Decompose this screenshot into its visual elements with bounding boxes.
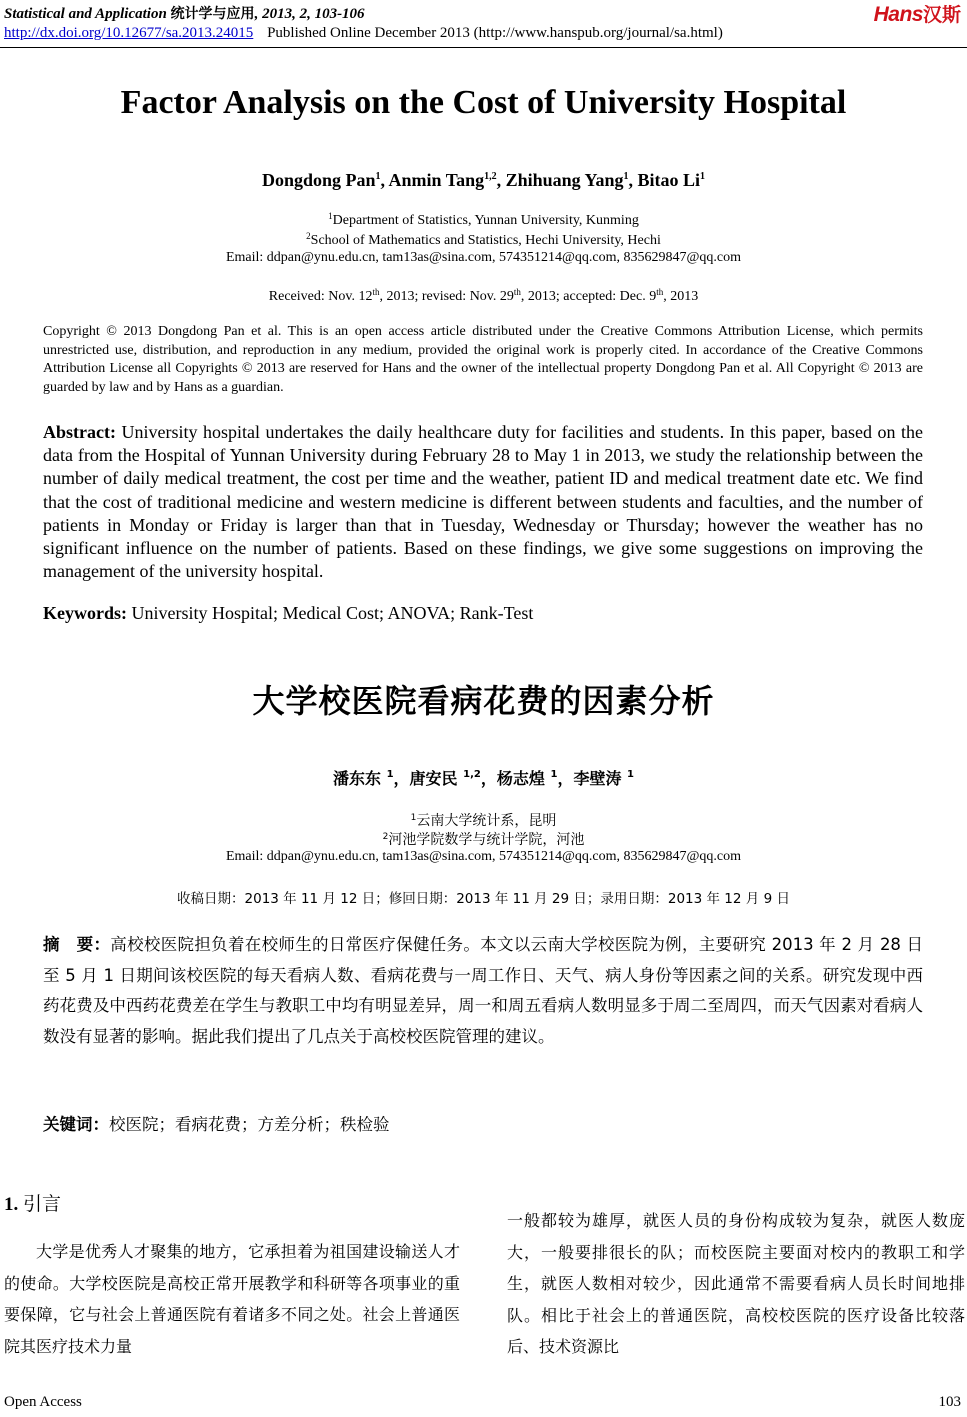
section-number: 1.: [4, 1194, 19, 1215]
published-info: Published Online December 2013 (http://www.hanspub.org/journal/sa.html): [267, 25, 723, 41]
paper-title-cn: 大学校医院看病花费的因素分析: [252, 682, 715, 720]
author-name-cn: 唐安民: [409, 769, 458, 788]
author-name-cn: 杨志煌: [496, 769, 545, 788]
page-number: 103: [938, 1394, 961, 1410]
author-sep: ,: [380, 170, 389, 190]
author-aff: 1: [623, 171, 629, 182]
author-name: Zhihuang Yang: [505, 170, 624, 190]
date-year: , 2013: [663, 289, 699, 304]
keywords-cn: [43, 1111, 923, 1135]
revised-date: , 2013; revised: Nov. 29: [379, 289, 514, 304]
hans-logo: [874, 0, 961, 27]
doi-line: [4, 25, 723, 42]
dates-cn: 收稿日期：2013 年 11 月 12 日；修回日期：2013 年 11 月 29 日；录用日期：2013 年 12 月 9 日: [177, 891, 790, 907]
author-sep: ，: [480, 769, 497, 788]
affiliation-1: [0, 211, 967, 229]
affiliation-num: 2: [382, 832, 389, 842]
section-heading: [4, 1189, 61, 1216]
author-name: Dongdong Pan: [261, 170, 376, 190]
author-aff: 1,2: [484, 171, 497, 182]
body-column-right: 一般都较为雄厚，就医人员的身份构成较为复杂，就医人数庞大，一般要排很长的队；而校医院主要面对校内的教职工和学生，就医人数相对较少，因此通常不需要看病人员长时间地排队。相比于社会上的普通医院，高校校医院的医疗设备比较落后、技术资源比: [507, 1211, 965, 1356]
keywords-cn-label: 关键词：: [43, 1115, 109, 1134]
header-rule: [0, 47, 967, 48]
affiliation-cn-2: [0, 829, 967, 849]
email-en: Email: ddpan@ynu.edu.cn, tam13as@sina.com, 574351214@qq.com, 835629847@qq.com: [225, 250, 742, 265]
author-sep: ，: [557, 769, 574, 788]
author-sep: ，: [393, 769, 410, 788]
author-aff: 1: [550, 769, 558, 780]
journal-name: Statistical and Application: [4, 6, 167, 22]
author-name-cn: 潘东东: [332, 769, 381, 788]
logo-cn: 汉斯: [922, 4, 961, 26]
email-cn: Email: ddpan@ynu.edu.cn, tam13as@sina.com, 574351214@qq.com, 835629847@qq.com: [225, 849, 742, 864]
dates-en: [0, 287, 967, 305]
abstract-cn-label: 摘 要：: [43, 935, 111, 954]
body-column-left: 大学是优秀人才聚集的地方，它承担着为祖国建设输送人才的使命。大学校医院是高校正常开展教学和科研等各项事业的重要保障，它与社会上普通医院有着诸多不同之处。社会上普通医院其医疗技术力量: [4, 1242, 460, 1356]
author-name: Anmin Tang: [388, 170, 485, 190]
author-aff: 1: [627, 769, 635, 780]
author-name: Bitao Li: [637, 170, 701, 190]
date-sup: th: [372, 287, 380, 297]
abstract-cn: [43, 930, 923, 1052]
author-aff: 1: [386, 769, 394, 780]
keywords-cn-text: 校医院；看病花费；方差分析；秩检验: [109, 1115, 390, 1134]
authors-cn: [0, 766, 967, 789]
journal-name-cn: 统计学与应用: [170, 6, 255, 22]
received-date: Received: Nov. 12: [268, 289, 373, 304]
doi-link[interactable]: http://dx.doi.org/10.12677/sa.2013.24015: [4, 25, 254, 41]
affiliation-text: Department of Statistics, Yunnan University, Kunming: [332, 213, 639, 228]
keywords-en: [43, 603, 923, 624]
author-aff: 1: [375, 171, 381, 182]
affiliation-num: 1: [410, 813, 417, 823]
affiliation-num: 1: [328, 211, 333, 221]
date-sup: th: [513, 287, 521, 297]
journal-header: [4, 3, 365, 23]
abstract-en: [43, 421, 923, 583]
author-sep: ,: [496, 170, 506, 190]
date-sup: th: [656, 287, 664, 297]
footer-open-access: Open Access: [4, 1394, 82, 1410]
affiliation-num: 2: [306, 231, 311, 241]
keywords-label: Keywords:: [43, 603, 127, 623]
affiliation-text-cn: 河池学院数学与统计学院，河池: [388, 832, 585, 848]
paper-title-en: Factor Analysis on the Cost of University Hospital: [120, 84, 847, 121]
affiliation-cn-1: [0, 810, 967, 830]
section-title: 引言: [23, 1193, 62, 1215]
logo-en: Hans: [873, 3, 923, 26]
author-aff: 1,2: [463, 769, 481, 780]
abstract-cn-text: 高校校医院担负着在校师生的日常医疗保健任务。本文以云南大学校医院为例，主要研究 2013 年 2 月 28 日至 5 月 1 日期间该校医院的每天看病人数、看病花费与一周工作日、天气、病人身份等因素之间的关系。研究发现中西药花费及中西药花费差在学生与教职工中均有明显差异，周一和周五看病人数明显多于周二至周四，而天气因素对看病人数没有显著的影响。据此我们提出了几点关于高校校医院管理的建议。: [43, 935, 923, 1046]
keywords-text: University Hospital; Medical Cost; ANOVA; Rank-Test: [127, 603, 534, 623]
copyright-notice: Copyright © 2013 Dongdong Pan et al. This is an open access article distributed under the Creative Commons Attribution License, which permits unrestricted use, distribution, and reproduction in any medium, provided the original work is properly cited. In accordance of the Creative Commons Attribution License all Copyrights © 2013 are reserved for Hans and the owner of the intellectual property Dongdong Pan et al. All Copyright © 2013 are guarded by law and by Hans as a guardian.: [43, 324, 923, 395]
affiliation-text: School of Mathematics and Statistics, Hechi University, Hechi: [310, 233, 661, 248]
abstract-label: Abstract:: [43, 422, 116, 442]
author-aff: 1: [700, 171, 706, 182]
abstract-text: University hospital undertakes the daily healthcare duty for facilities and students. In this paper, based on the data from the Hospital of Yunnan University during February 28 to May 1 in 2013, we study the relationship between the number of daily medical treatment, the cost per time and the weather, patient ID and medical treatment date etc. We find that the cost of traditional medicine and western medicine is different between students and faculties, and the number of patients in Monday or Friday is larger than that in Tuesday, Wednesday or Thursday; however the weather has no significant influence on the number of patients. Based on these findings, we give some suggestions on improving the management of the university hospital.: [43, 422, 923, 582]
affiliation-2: [0, 231, 967, 249]
accepted-date: , 2013; accepted: Dec. 9: [520, 289, 657, 304]
volume-info: , 2013, 2, 103-106: [254, 6, 365, 22]
authors-en: [0, 170, 967, 191]
author-name-cn: 李壁涛: [573, 769, 622, 788]
affiliation-text-cn: 云南大学统计系，昆明: [416, 813, 557, 829]
author-sep: ,: [628, 170, 638, 190]
